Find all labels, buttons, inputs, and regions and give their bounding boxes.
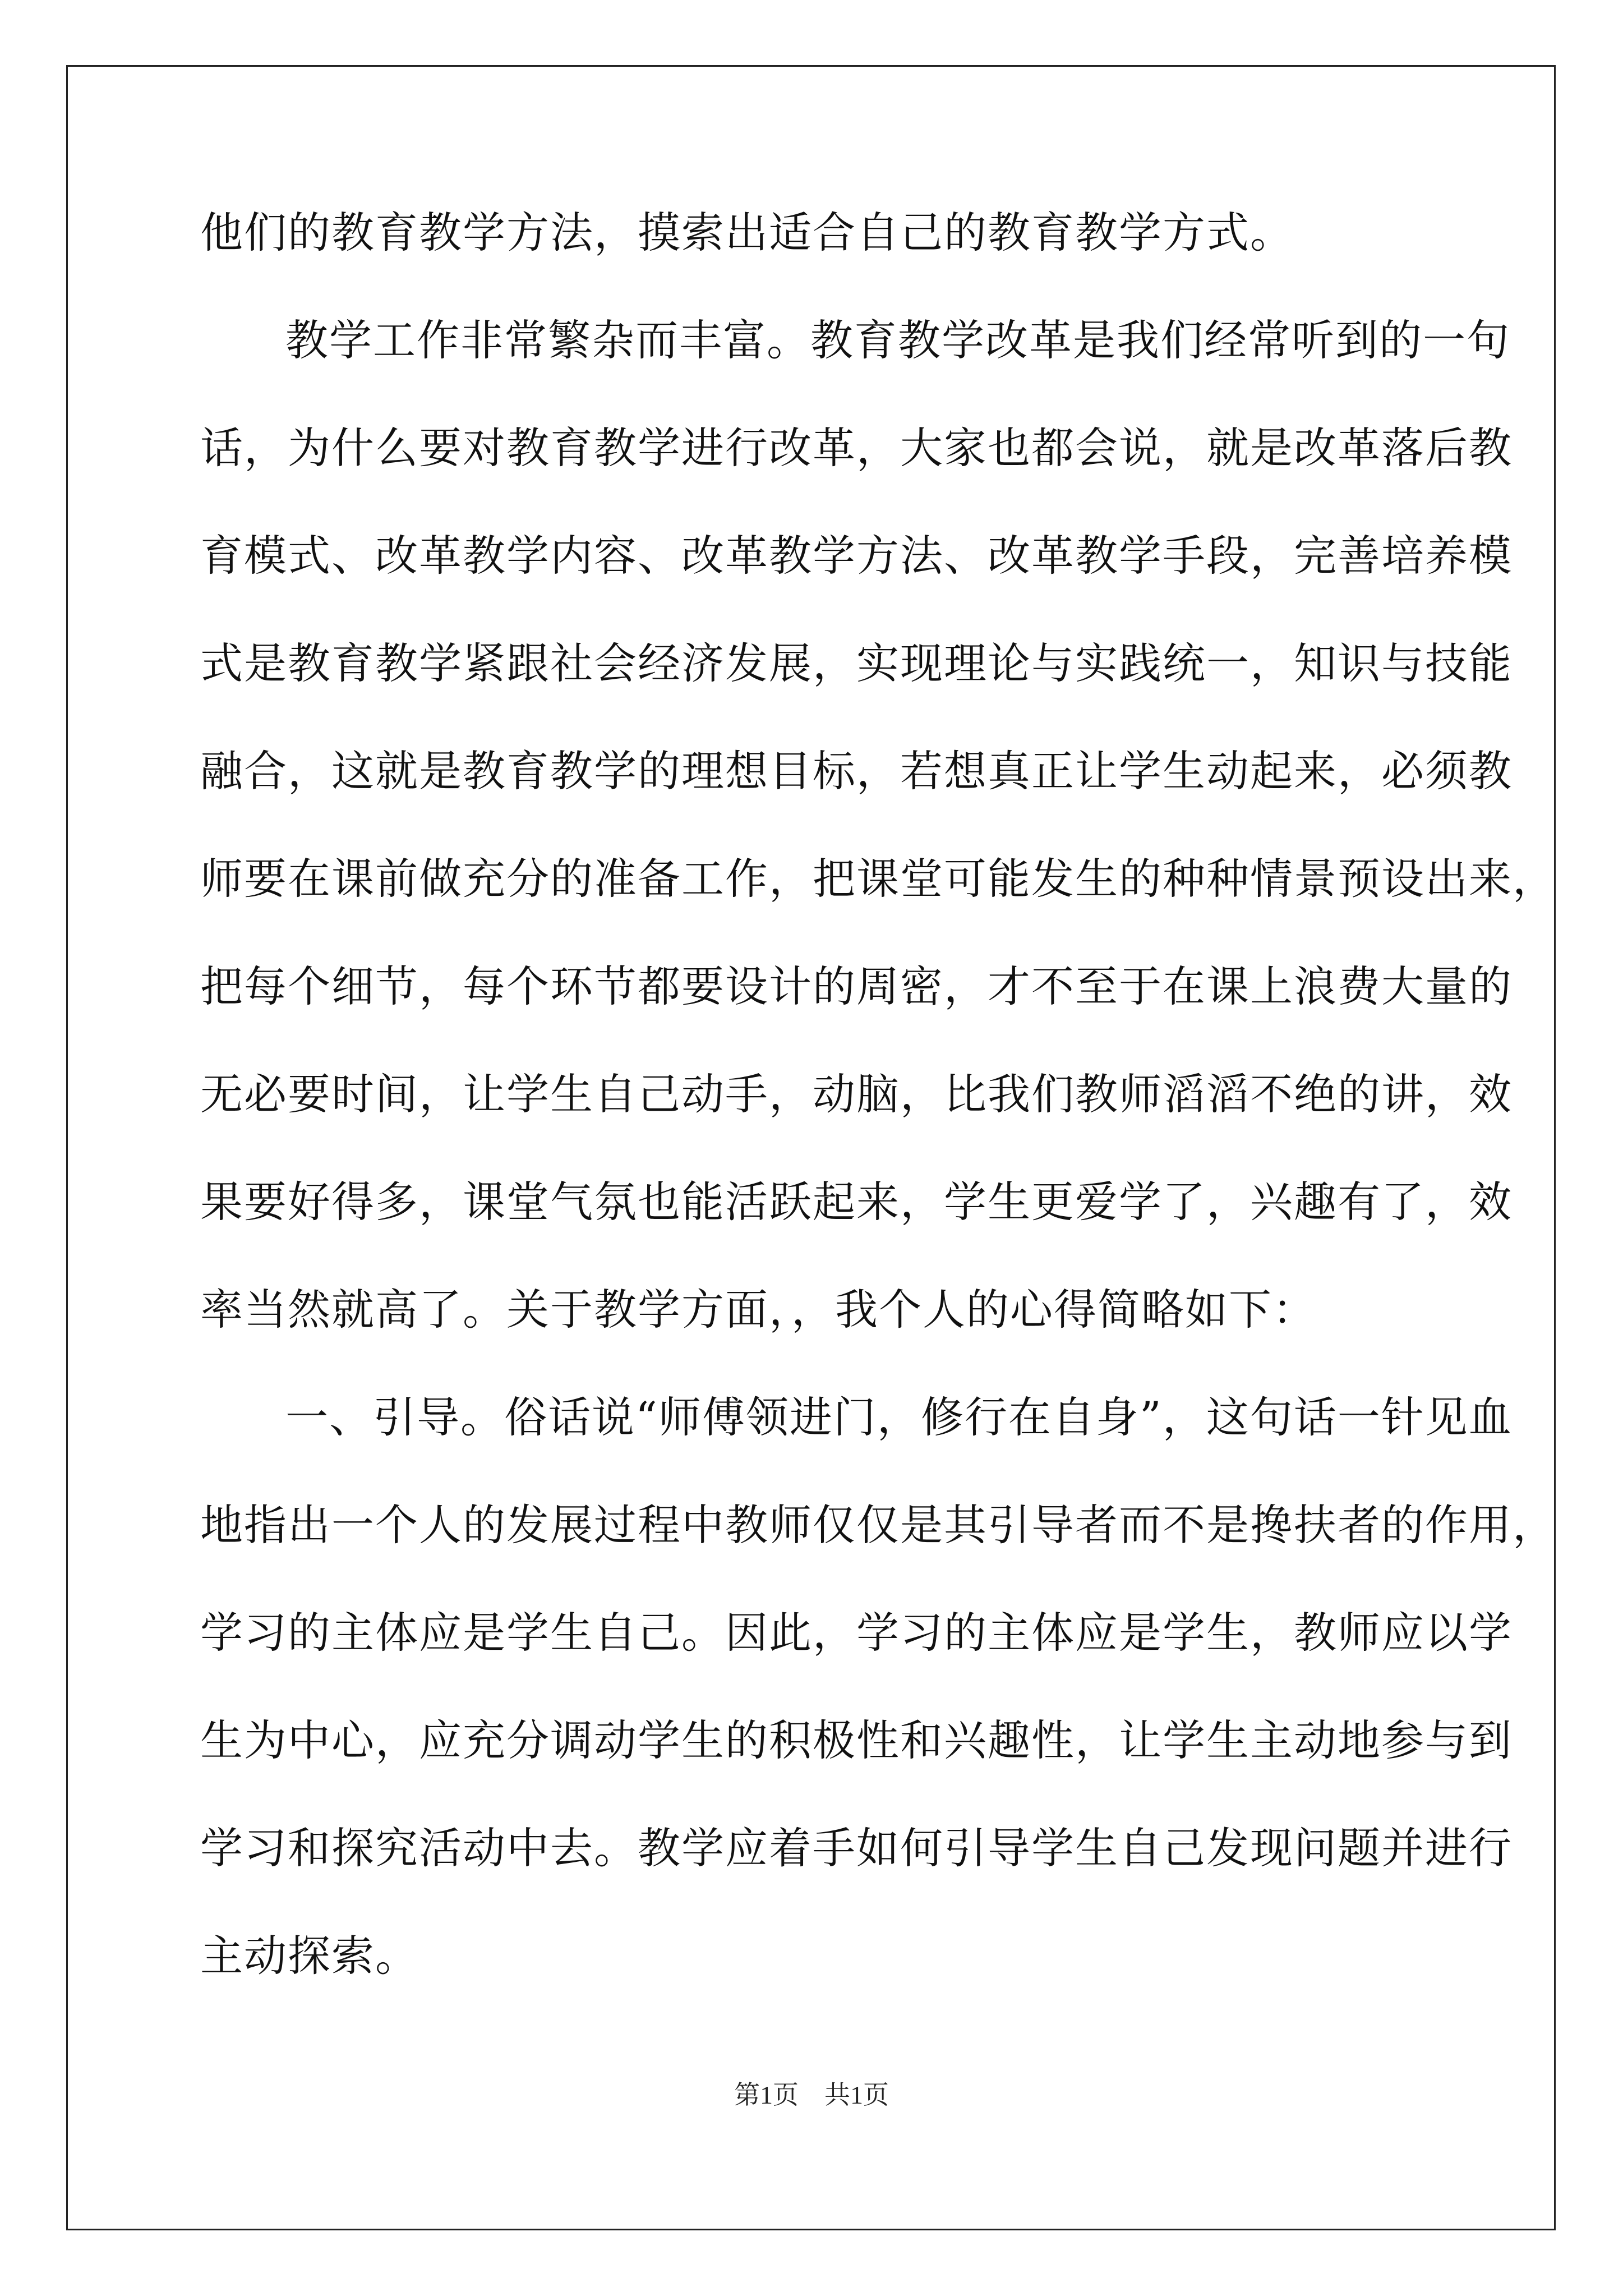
page-number-footer: 第1页 共1页 bbox=[734, 2081, 889, 2109]
text-line: 育模式、改革教学内容、改革教学方法、改革教学手段，完善培养模 bbox=[200, 531, 1513, 581]
text-line: 生为中心，应充分调动学生的积极性和兴趣性，让学生主动地参与到 bbox=[200, 1715, 1513, 1765]
text-line: 地指出一个人的发展过程中教师仅仅是其引导者而不是搀扶者的作用， bbox=[200, 1500, 1556, 1550]
text-line: 把每个细节，每个环节都要设计的周密，才不至于在课上浪费大量的 bbox=[200, 961, 1513, 1011]
text-line: 师要在课前做充分的准备工作，把课堂可能发生的种种情景预设出来， bbox=[200, 854, 1556, 904]
paragraph-start-line: 一、引导。俗话说“师傅领进门，修行在自身”，这句话一针见血 bbox=[285, 1392, 1513, 1442]
text-line: 主动探索。 bbox=[200, 1931, 419, 1981]
text-line: 学习的主体应是学生自己。因此，学习的主体应是学生，教师应以学 bbox=[200, 1608, 1513, 1658]
page-border bbox=[66, 65, 1556, 2230]
paragraph-start-line: 教学工作非常繁杂而丰富。教育教学改革是我们经常听到的一句 bbox=[285, 315, 1510, 365]
text-line: 学习和探究活动中去。教学应着手如何引导学生自己发现问题并进行 bbox=[200, 1823, 1513, 1873]
text-line: 果要好得多，课堂气氛也能活跃起来，学生更爱学了，兴趣有了，效 bbox=[200, 1177, 1513, 1227]
text-line: 率当然就高了。关于教学方面，，我个人的心得简略如下： bbox=[200, 1285, 1316, 1335]
text-line: 话，为什么要对教育教学进行改革，大家也都会说，就是改革落后教 bbox=[200, 423, 1513, 473]
text-line: 式是教育教学紧跟社会经济发展，实现理论与实践统一，知识与技能 bbox=[200, 638, 1513, 688]
text-line: 融合，这就是教育教学的理想目标，若想真正让学生动起来，必须教 bbox=[200, 746, 1513, 796]
text-line: 他们的教育教学方法，摸索出适合自己的教育教学方式。 bbox=[200, 208, 1294, 257]
text-line: 无必要时间，让学生自己动手，动脑，比我们教师滔滔不绝的讲，效 bbox=[200, 1069, 1513, 1119]
